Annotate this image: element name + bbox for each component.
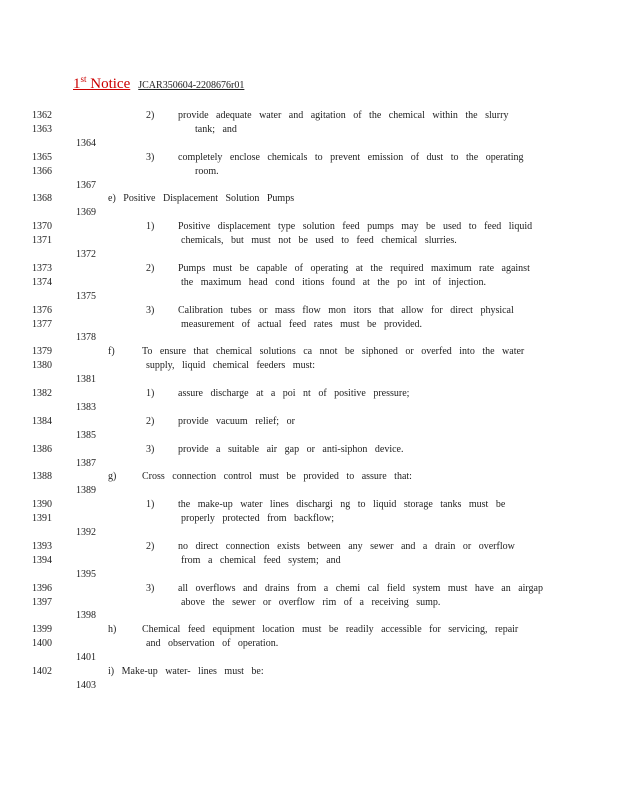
line-number: 1364	[76, 138, 96, 149]
list-marker: 1)	[146, 388, 155, 399]
line-text: Cross connection control must be provided to assure that:	[142, 471, 412, 482]
line-number: 1369	[76, 207, 96, 218]
line-number: 1383	[76, 402, 96, 413]
list-marker: 2)	[146, 541, 155, 552]
line-number: 1391	[32, 513, 52, 524]
list-marker: f)	[108, 346, 115, 357]
line-number: 1393	[32, 541, 52, 552]
list-marker: h)	[108, 624, 117, 635]
line-number: 1375	[76, 291, 96, 302]
line-number: 1402	[32, 666, 52, 677]
line-number: 1387	[76, 458, 96, 469]
line-number: 1384	[32, 416, 52, 427]
line-number: 1368	[32, 193, 52, 204]
line-number: 1395	[76, 569, 96, 580]
line-number: 1388	[32, 471, 52, 482]
line-number: 1399	[32, 624, 52, 635]
line-number: 1392	[76, 527, 96, 538]
line-text: provide a suitable air gap or anti-siphon device.	[178, 444, 404, 455]
line-text: no direct connection exists between any sewer and a drain or overflow	[178, 541, 515, 552]
line-number: 1400	[32, 638, 52, 649]
line-text: measurement of actual feed rates must be provided.	[181, 319, 423, 330]
list-marker: 2)	[146, 263, 155, 274]
notice-label: 1st Notice	[73, 74, 131, 92]
line-text: Pumps must be capable of operating at the required maximum rate against	[178, 263, 530, 274]
line-number: 1403	[76, 680, 96, 691]
line-text: Positive displacement type solution feed pumps may be used to feed liquid	[178, 221, 533, 232]
notice-code: JCAR350604-2208676r01	[138, 80, 245, 91]
line-number: 1363	[32, 124, 52, 135]
line-number: 1385	[76, 430, 96, 441]
list-marker: g)	[108, 471, 117, 482]
line-text: provide adequate water and agitation of the chemical within the slurry	[178, 110, 509, 121]
line-text: above the sewer or overflow rim of a receiving sump.	[181, 597, 441, 608]
line-text: the make-up water lines dischargi ng to liquid storage tanks must be	[178, 499, 506, 510]
line-text: To ensure that chemical solutions ca nnot be siphoned or overfed into the water	[142, 346, 525, 357]
list-marker: 1)	[146, 499, 155, 510]
line-text: completely enclose chemicals to prevent emission of dust to the operating	[178, 152, 524, 163]
line-text: the maximum head cond itions found at the po int of injection.	[181, 277, 486, 288]
line-text: supply, liquid chemical feeders must:	[146, 360, 316, 371]
list-marker: 1)	[146, 221, 155, 232]
line-text: and observation of operation.	[146, 638, 279, 649]
line-number: 1377	[32, 319, 52, 330]
line-number: 1371	[32, 235, 52, 246]
line-text: properly protected from backflow;	[181, 513, 335, 524]
line-number: 1390	[32, 499, 52, 510]
line-number: 1378	[76, 332, 96, 343]
line-number: 1380	[32, 360, 52, 371]
line-number: 1373	[32, 263, 52, 274]
line-text: assure discharge at a poi nt of positive pressure;	[178, 388, 410, 399]
line-number: 1386	[32, 444, 52, 455]
line-number: 1367	[76, 180, 96, 191]
line-number: 1397	[32, 597, 52, 608]
line-number: 1382	[32, 388, 52, 399]
line-number: 1366	[32, 166, 52, 177]
line-number: 1401	[76, 652, 96, 663]
notice-header	[73, 74, 244, 93]
line-number: 1374	[32, 277, 52, 288]
line-number: 1398	[76, 610, 96, 621]
line-text: from a chemical feed system; and	[181, 555, 341, 566]
line-text: all overflows and drains from a chemi cal field system must have an airgap	[178, 583, 543, 594]
line-text: Chemical feed equipment location must be readily accessible for servicing, repair	[142, 624, 519, 635]
list-marker: 3)	[146, 305, 155, 316]
list-marker: 2)	[146, 110, 155, 121]
line-number: 1394	[32, 555, 52, 566]
list-marker: 3)	[146, 444, 155, 455]
line-text: chemicals, but must not be used to feed chemical slurries.	[181, 235, 457, 246]
list-marker: 3)	[146, 152, 155, 163]
line-text: Calibration tubes or mass flow mon itors that allow for direct physical	[178, 305, 514, 316]
line-number: 1379	[32, 346, 52, 357]
line-number: 1396	[32, 583, 52, 594]
line-number: 1389	[76, 485, 96, 496]
line-text: provide vacuum relief; or	[178, 416, 295, 427]
list-marker: 3)	[146, 583, 155, 594]
line-text: i) Make-up water- lines must be:	[108, 666, 264, 677]
line-number: 1376	[32, 305, 52, 316]
line-number: 1372	[76, 249, 96, 260]
line-text: tank; and	[195, 124, 237, 135]
line-number: 1365	[32, 152, 52, 163]
line-number: 1381	[76, 374, 96, 385]
list-marker: 2)	[146, 416, 155, 427]
line-text: room.	[195, 166, 219, 177]
line-text: e) Positive Displacement Solution Pumps	[108, 193, 295, 204]
line-number: 1362	[32, 110, 52, 121]
line-number: 1370	[32, 221, 52, 232]
